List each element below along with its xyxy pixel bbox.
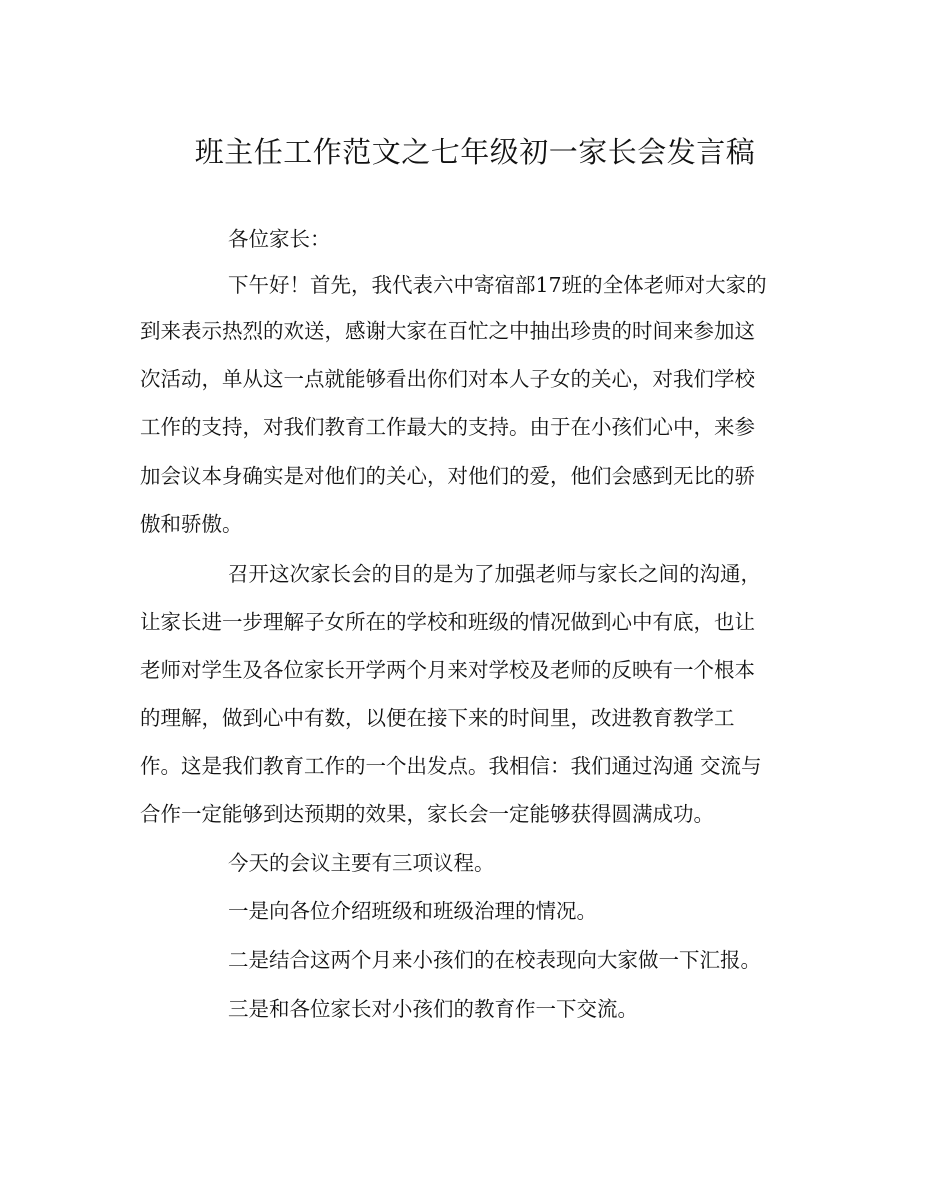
body-line: 作。这是我们教育工作的一个出发点。我相信：我们通过沟通 交流与 xyxy=(140,754,762,778)
body-line: 召开这次家长会的目的是为了加强老师与家长之间的沟通， xyxy=(228,562,761,586)
agenda-intro: 今天的会议主要有三项议程。 xyxy=(228,851,495,875)
agenda-item: 三是和各位家长对小孩们的教育作一下交流。 xyxy=(228,997,638,1021)
body-line: 的理解，做到心中有数，以便在接下来的时间里，改进教育教学工 xyxy=(140,706,735,730)
document-title: 班主任工作范文之七年级初一家长会发言稿 xyxy=(194,135,756,169)
body-line: 下午好！首先，我代表六中寄宿部17班的全体老师对大家的 xyxy=(228,273,767,297)
body-line: 傲和骄傲。 xyxy=(140,512,243,536)
body-line: 工作的支持，对我们教育工作最大的支持。由于在小孩们心中，来参 xyxy=(140,415,755,439)
body-line: 老师对学生及各位家长开学两个月来对学校及老师的反映有一个根本 xyxy=(140,658,755,682)
body-line: 到来表示热烈的欢送，感谢大家在百忙之中抽出珍贵的时间来参加这 xyxy=(140,319,755,343)
body-line: 加会议本身确实是对他们的关心，对他们的爱，他们会感到无比的骄 xyxy=(140,464,755,488)
body-line: 让家长进一步理解子女所在的学校和班级的情况做到心中有底，也让 xyxy=(140,610,755,634)
salutation: 各位家长： xyxy=(228,227,331,251)
agenda-item: 二是结合这两个月来小孩们的在校表现向大家做一下汇报。 xyxy=(228,948,761,972)
body-line: 次活动，单从这一点就能够看出你们对本人子女的关心，对我们学校 xyxy=(140,367,755,391)
body-line: 合作一定能够到达预期的效果，家长会一定能够获得圆满成功。 xyxy=(140,802,714,826)
agenda-item: 一是向各位介绍班级和班级治理的情况。 xyxy=(228,899,597,923)
